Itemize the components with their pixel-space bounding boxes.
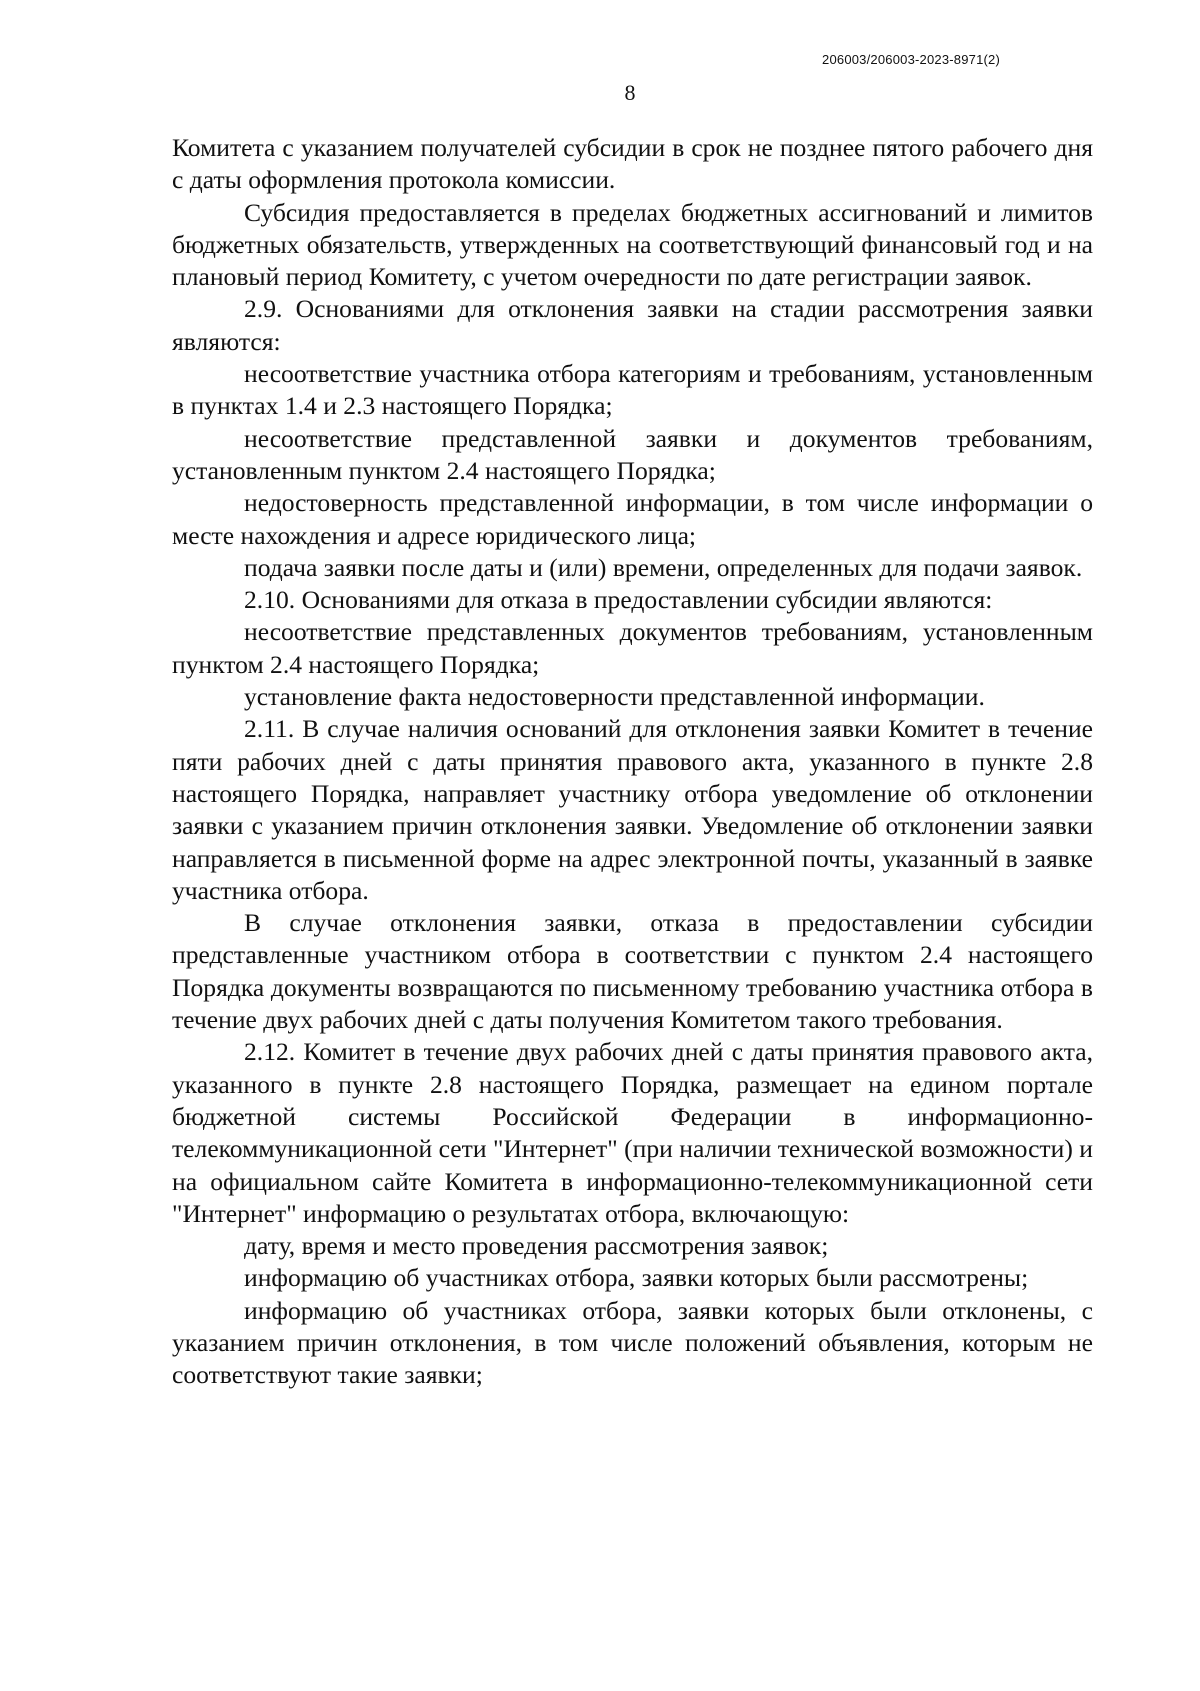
list-item: установление факта недостоверности представленной информации. [244,682,985,712]
paragraph: 2.11. В случае наличия оснований для отклонения заявки Комитет в течение пяти рабочих дней с даты принятия правового акта, указанного в пункте 2.8 настоящего Порядка, направляет участнику отбора уведомление об отклонении заявки с указанием причин отклонения заявки. Уведомление об отклонении заявки направляется в письменной форме на адрес электронной почты, указанный в заявке участника отбора. [172,714,1093,905]
list-item: информацию об участниках отбора, заявки которых были рассмотрены; [244,1263,1029,1293]
paragraph: 2.10. Основаниями для отказа в предоставлении субсидии являются: [244,585,993,615]
paragraph: 2.12. Комитет в течение двух рабочих дней с даты принятия правового акта, указанного в пункте 2.8 настоящего Порядка, размещает на едином портале бюджетной системы Российской Федерации в информационно-телекоммуникационной сети "Интернет" (при наличии технической возможности) и на официальном сайте Комитета в информационно-телекоммуникационной сети "Интернет" информацию о результатах отбора, включающую: [172,1037,1093,1228]
page-number: 8 [624,80,636,105]
paragraph: Комитета с указанием получателей субсидии в срок не позднее пятого рабочего дня с даты оформления протокола комиссии. [172,133,1093,195]
list-item: несоответствие представленной заявки и документов требованиям, установленным пунктом 2.4 настоящего Порядка; [172,423,1093,485]
document-body [172,132,1093,1392]
document-id: 206003/206003-2023-8971(2) [822,52,1000,67]
paragraph: В случае отклонения заявки, отказа в предоставлении субсидии представленные участником отбора в соответствии с пунктом 2.4 настоящего Порядка документы возвращаются по письменному требованию участника отбора в течение двух рабочих дней с даты получения Комитетом такого требования. [172,908,1093,1035]
list-item: недостоверность представленной информации, в том числе информации о месте нахождения и адресе юридического лица; [172,488,1093,550]
list-item: подача заявки после даты и (или) времени, определенных для подачи заявок. [244,552,1083,582]
list-item: информацию об участниках отбора, заявки которых были отклонены, с указанием причин отклонения, в том числе положений объявления, которым не соответствуют такие заявки; [172,1295,1093,1390]
list-item: несоответствие представленных документов требованиям, установленным пунктом 2.4 настоящего Порядка; [172,617,1093,679]
list-item: несоответствие участника отбора категориям и требованиям, установленным в пунктах 1.4 и 2.3 настоящего Порядка; [172,359,1093,421]
paragraph: 2.9. Основаниями для отклонения заявки на стадии рассмотрения заявки являются: [172,294,1093,356]
paragraph: Субсидия предоставляется в пределах бюджетных ассигнований и лимитов бюджетных обязательств, утвержденных на соответствующий финансовый год и на плановый период Комитету, с учетом очередности по дате регистрации заявок. [172,197,1093,292]
list-item: дату, время и место проведения рассмотрения заявок; [244,1231,829,1261]
